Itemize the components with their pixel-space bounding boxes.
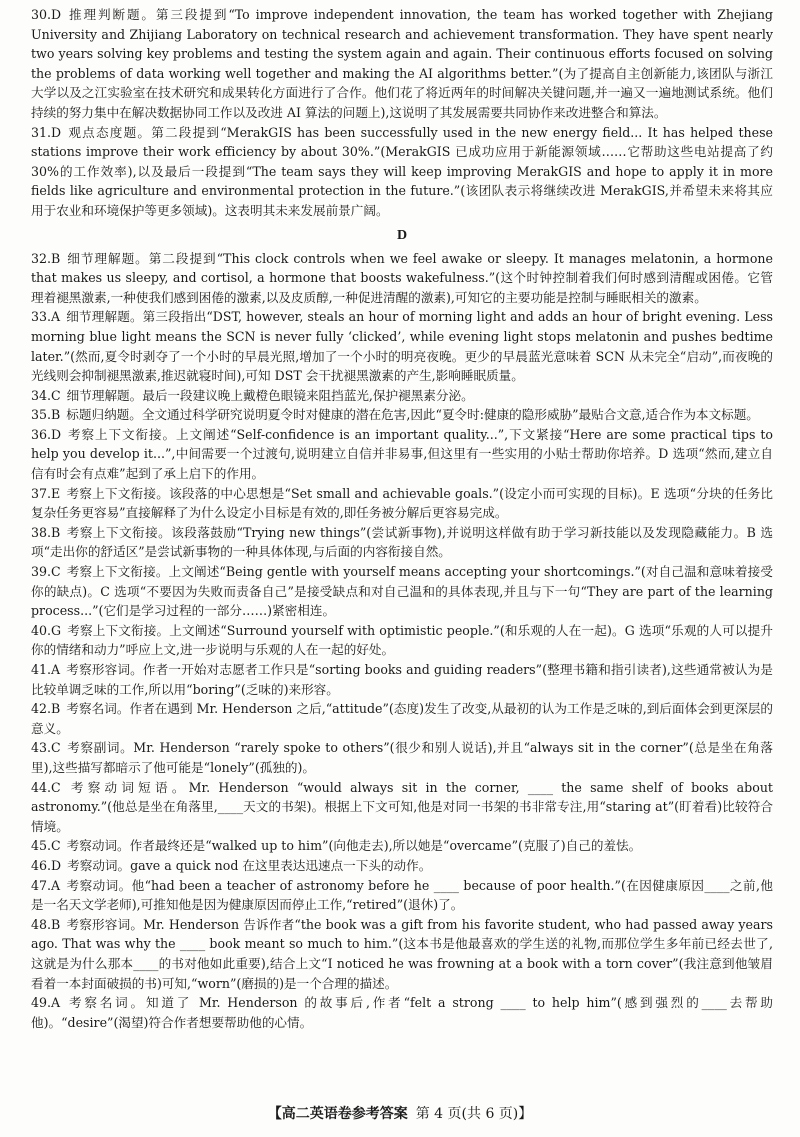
answer-item <box>31 523 773 562</box>
question-number: 35. <box>31 407 52 423</box>
answer-letter: D <box>51 7 62 22</box>
answer-letter: B <box>51 701 61 717</box>
explanation-text: 考察动词短语。Mr. Henderson “would always sit in the corner, ____ the same shelf of books about astronomy.”(他总是坐在角落里,____天文的书架)。根据上下文可知,他是对同一书架的书非常专注,用“staring at”(盯着看)比较符合情境。 <box>31 779 773 834</box>
answer-item <box>31 856 773 876</box>
answer-letter: D <box>51 124 62 140</box>
answer-item <box>31 123 773 221</box>
explanation-text: 考察形容词。Mr. Henderson 告诉作者“the book was a gift from his favorite student, who had passed away years ago. That was why the ____ book meant so much to him.”(这本书是他最喜欢的学生送的礼物,而那位学生多年前已经去世了,这就是为什么那本____的书对他如此重要),结合上文“I noticed he was frowning at a book with a torn cover”(我注意到他皱眉看着一本封面破损的书)可知,“worn”(磨损的)是一个合理的描述。 <box>31 916 773 991</box>
answer-letter: B <box>51 524 61 540</box>
explanation-text: 考察动词。gave a quick nod 在这里表达迅速点一下头的动作。 <box>67 857 432 873</box>
answer-letter: E <box>51 485 61 501</box>
explanation-text: 推理判断题。第三段提到“To improve independent innovation, the team has worked together with Zhejiang University and Zhijiang Laboratory on technical research and achievement transformation. They have spent nearly two years solving key problems and testing the system again and again. Their continuous efforts focused on solving the problems of data working well together and making the AI algorithms better.”(为了提高自主创新能力,该团队与浙江大学以及之江实验室在技术研究和成果转化方面进行了合作。他们花了将近两年的时间解决关键问题,并一遍又一遍地测试系统。他们持续的努力集中在解决数据协同工作以及改进 AI 算法的问题上),这说明了其发展需要共同协作来改进整合和算法。 <box>31 7 773 120</box>
answer-letter: C <box>51 564 61 580</box>
answer-letter: D <box>51 426 62 442</box>
explanation-text: 考察上下文衔接。上文阐述“Being gentle with yourself means accepting your shortcomings.”(对自己温和意味着接受你的缺点)。C 选项“不要因为失败而责备自己”是接受缺点和对自己温和的具体表现,并且与下一句“They are part of the learning process...”(它们是学习过程的一部分……)紧密相连。 <box>31 564 773 619</box>
explanation-text: 细节理解题。第三段指出“DST, however, steals an hour of morning light and adds an hour of bright evening. Less morning blue light means the SCN is never fully ‘clicked’, while evening light stops melatonin and pushes bedtime later.”(然而,夏令时剥夺了一个小时的早晨光照,增加了一个小时的明亮夜晚。更少的早晨蓝光意味着 SCN 从未完全“启动”,而夜晚的光线则会抑制褪黑激素,推迟就寝时间),可知 DST 会干扰褪黑激素的产生,影响睡眠质量。 <box>31 309 773 384</box>
question-number: 33. <box>31 309 52 325</box>
question-number: 39. <box>31 564 52 580</box>
answer-item <box>31 386 773 406</box>
answer-letter: G <box>51 622 62 638</box>
explanation-text: 考察形容词。作者一开始对志愿者工作只是“sorting books and guiding readers”(整理书籍和指引读者),这些通常被认为是比较单调乏味的工作,所以用“boring”(乏味的)来形容。 <box>31 662 773 697</box>
explanation-text: 细节理解题。第二段提到“This clock controls when we feel awake or sleepy. It manages melatonin, a hormone that makes us sleepy, and cortisol, a hormone that boosts wakefulness.”(这个时钟控制着我们何时感到清醒或困倦。它管理着褪黑激素,一种使我们感到困倦的激素,以及皮质醇,一种促进清醒的激素),可知它的主要功能是控制与睡眠相关的激素。 <box>31 250 773 305</box>
answer-letter: B <box>51 407 61 423</box>
explanation-text: 标题归纳题。全文通过科学研究说明夏令时对健康的潜在危害,因此“夏令时:健康的隐形威胁”最贴合文意,适合作为本文标题。 <box>66 407 759 423</box>
answer-letter: A <box>51 309 61 325</box>
answer-letter: C <box>51 387 61 403</box>
answer-letter: A <box>51 995 61 1011</box>
question-number: 48. <box>31 916 52 932</box>
question-number: 40. <box>31 622 52 638</box>
question-number: 49. <box>31 995 52 1011</box>
explanation-text: 细节理解题。最后一段建议晚上戴橙色眼镜来阻挡蓝光,保护褪黑素分泌。 <box>66 387 474 403</box>
answer-item <box>31 562 773 621</box>
question-number: 47. <box>31 877 52 893</box>
answer-item <box>31 738 773 777</box>
answer-list <box>31 5 773 1032</box>
question-number: 31. <box>31 124 52 140</box>
answer-letter: C <box>51 838 61 854</box>
explanation-text: 考察上下文衔接。上文阐述“Self-confidence is an important quality...”,下文紧接“Here are some practical tips to help you develop it...”,中间需要一个过渡句,说明建立自信并非易事,但这里有一些实用的小贴士帮助你培养。D 选项“然而,建立自信有时会有点难”起到了承上启下的作用。 <box>31 426 773 482</box>
answer-letter: D <box>51 857 62 873</box>
answer-item <box>31 993 773 1032</box>
question-number: 38. <box>31 524 52 540</box>
explanation-text: 考察名词。知道了 Mr. Henderson 的故事后,作者“felt a strong ____ to help him”(感到强烈的____去帮助他)。“desire”(渴望)符合作者想要帮助他的心情。 <box>31 995 773 1030</box>
question-number: 32. <box>31 250 52 266</box>
explanation-text: 观点态度题。第二段提到“MerakGIS has been successfully used in the new energy field... It has helped these stations improve their work efficiency by about 30%.”(MerakGIS 已成功应用于新能源领域……它帮助这些电站提高了约 30%的工作效率),以及最后一段提到“The team says they will keep improving MerakGIS and hope to apply it in more fields like agriculture and environmental protection in the future.”(该团队表示将继续改进 MerakGIS,并希望未来将其应用于农业和环境保护等更多领域)。这表明其未来发展前景广阔。 <box>31 124 773 218</box>
answer-item <box>31 249 773 308</box>
question-number: 34. <box>31 387 52 403</box>
question-number: 30. <box>31 7 52 22</box>
explanation-text: 考察动词。作者最终还是“walked up to him”(向他走去),所以她是“overcame”(克服了)自己的羞怯。 <box>66 838 642 854</box>
answer-item <box>31 425 773 484</box>
explanation-text: 考察上下文衔接。该段落的中心思想是“Set small and achievable goals.”(设定小而可实现的目标)。E 选项“分块的任务比复杂任务更容易”直接解释了为什么设定小目标是有效的,即任务被分解后更容易完成。 <box>31 485 773 521</box>
question-number: 46. <box>31 857 52 873</box>
explanation-text: 考察名词。作者在遇到 Mr. Henderson 之后,“attitude”(态度)发生了改变,从最初的认为工作是乏味的,到后面体会到更深层的意义。 <box>31 701 773 736</box>
question-number: 41. <box>31 662 52 677</box>
answer-item <box>31 405 773 425</box>
answer-letter: A <box>51 662 61 677</box>
answer-letter: B <box>51 250 61 266</box>
footer-page-number: 第 4 页(共 6 页)】 <box>415 1106 533 1122</box>
answer-item <box>31 876 773 915</box>
answer-item <box>31 778 773 837</box>
answer-item <box>31 484 773 523</box>
question-number: 37. <box>31 485 52 501</box>
answer-item <box>31 836 773 856</box>
answer-letter: C <box>51 779 61 795</box>
explanation-text: 考察上下文衔接。该段落鼓励“Trying new things”(尝试新事物),并说明这样做有助于学习新技能以及发现隐藏能力。B 选项“走出你的舒适区”是尝试新事物的一种具体体现,与后面的内容衔接自然。 <box>31 524 773 560</box>
answer-item <box>31 621 773 660</box>
explanation-text: 考察上下文衔接。上文阐述“Surround yourself with optimistic people.”(和乐观的人在一起)。G 选项“乐观的人可以提升你的情绪和动力”呼应上文,进一步说明与乐观的人在一起的好处。 <box>31 622 773 658</box>
question-number: 43. <box>31 740 52 756</box>
answer-letter: B <box>51 916 61 932</box>
answer-item <box>31 307 773 385</box>
explanation-text: 考察动词。他“had been a teacher of astronomy before he ____ because of poor health.”(在因健康原因____之前,他是一名天文学老师),可推知他是因为健康原因而停止工作,“retired”(退休)了。 <box>31 877 773 913</box>
page-footer <box>0 1105 800 1125</box>
explanation-text: 考察副词。Mr. Henderson “rarely spoke to others”(很少和别人说话),并且“always sit in the corner”(总是坐在角落里),这些描写都暗示了他可能是“lonely”(孤独的)。 <box>31 740 773 775</box>
answer-item <box>31 915 773 993</box>
answer-item <box>31 699 773 738</box>
question-number: 42. <box>31 701 52 717</box>
question-number: 45. <box>31 838 52 854</box>
question-number: 44. <box>31 779 52 795</box>
answer-item <box>31 5 773 123</box>
answer-letter: A <box>51 877 61 893</box>
answer-letter: C <box>51 740 61 756</box>
footer-title: 【高二英语卷参考答案 <box>267 1106 408 1122</box>
answer-item <box>31 660 773 699</box>
section-heading: D <box>396 227 408 243</box>
question-number: 36. <box>31 426 52 442</box>
